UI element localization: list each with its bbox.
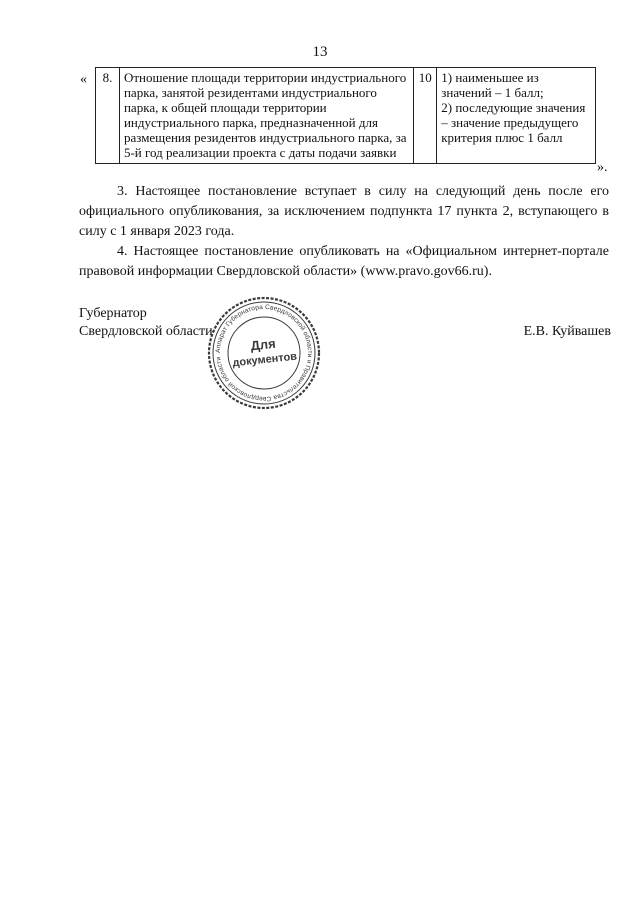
criterion-text: Отношение площади территории индустриального парка, занятой резидентами индустриального парка, к общей площади территории индустриального парка, предназначенной для размещения резидентов индустриального парка, за 5-й год реализации проекта с даты подачи заявки [119,68,413,164]
stamp-ring-text: Аппарат Губернатора Свердловской области и Правительства Свердловской области [214,303,314,403]
stamp-center-line2: документов [231,350,298,370]
stamp-outer-ring [209,298,319,408]
paragraph-3: 3. Настоящее постановление вступает в силу на следующий день после его официального опубликования, за исключением подпункта 17 пункта 2, вступающего в силу с 1 января 2023 года. [79,184,609,239]
closing-quote: ». [597,160,608,175]
opening-quote: « [80,72,87,87]
scoring-rule [437,68,596,164]
signatory-title-line1: Губернатор [79,306,147,321]
signatory-title-line2: Свердловской области [79,324,213,339]
body-paragraphs [79,182,609,282]
criteria-table [95,67,596,164]
page-number: 13 [312,44,328,60]
row-number: 8. [96,68,120,164]
signatory-name: Е.В. Куйвашев [523,324,611,339]
criterion-weight: 10 [414,68,437,164]
official-stamp [206,295,322,411]
scoring-rule-1: 1) наименьшее из значений – 1 балл; [441,70,544,100]
paragraph-4: 4. Настоящее постановление опубликовать на «Официальном интернет-портале правовой информации Свердловской области» (www.pravo.gov66.ru). [79,244,609,279]
scoring-rule-2: 2) последующие значения – значение предыдущего критерия плюс 1 балл [441,100,586,145]
table-row [96,68,596,164]
stamp-center-line1: Для [249,335,277,354]
